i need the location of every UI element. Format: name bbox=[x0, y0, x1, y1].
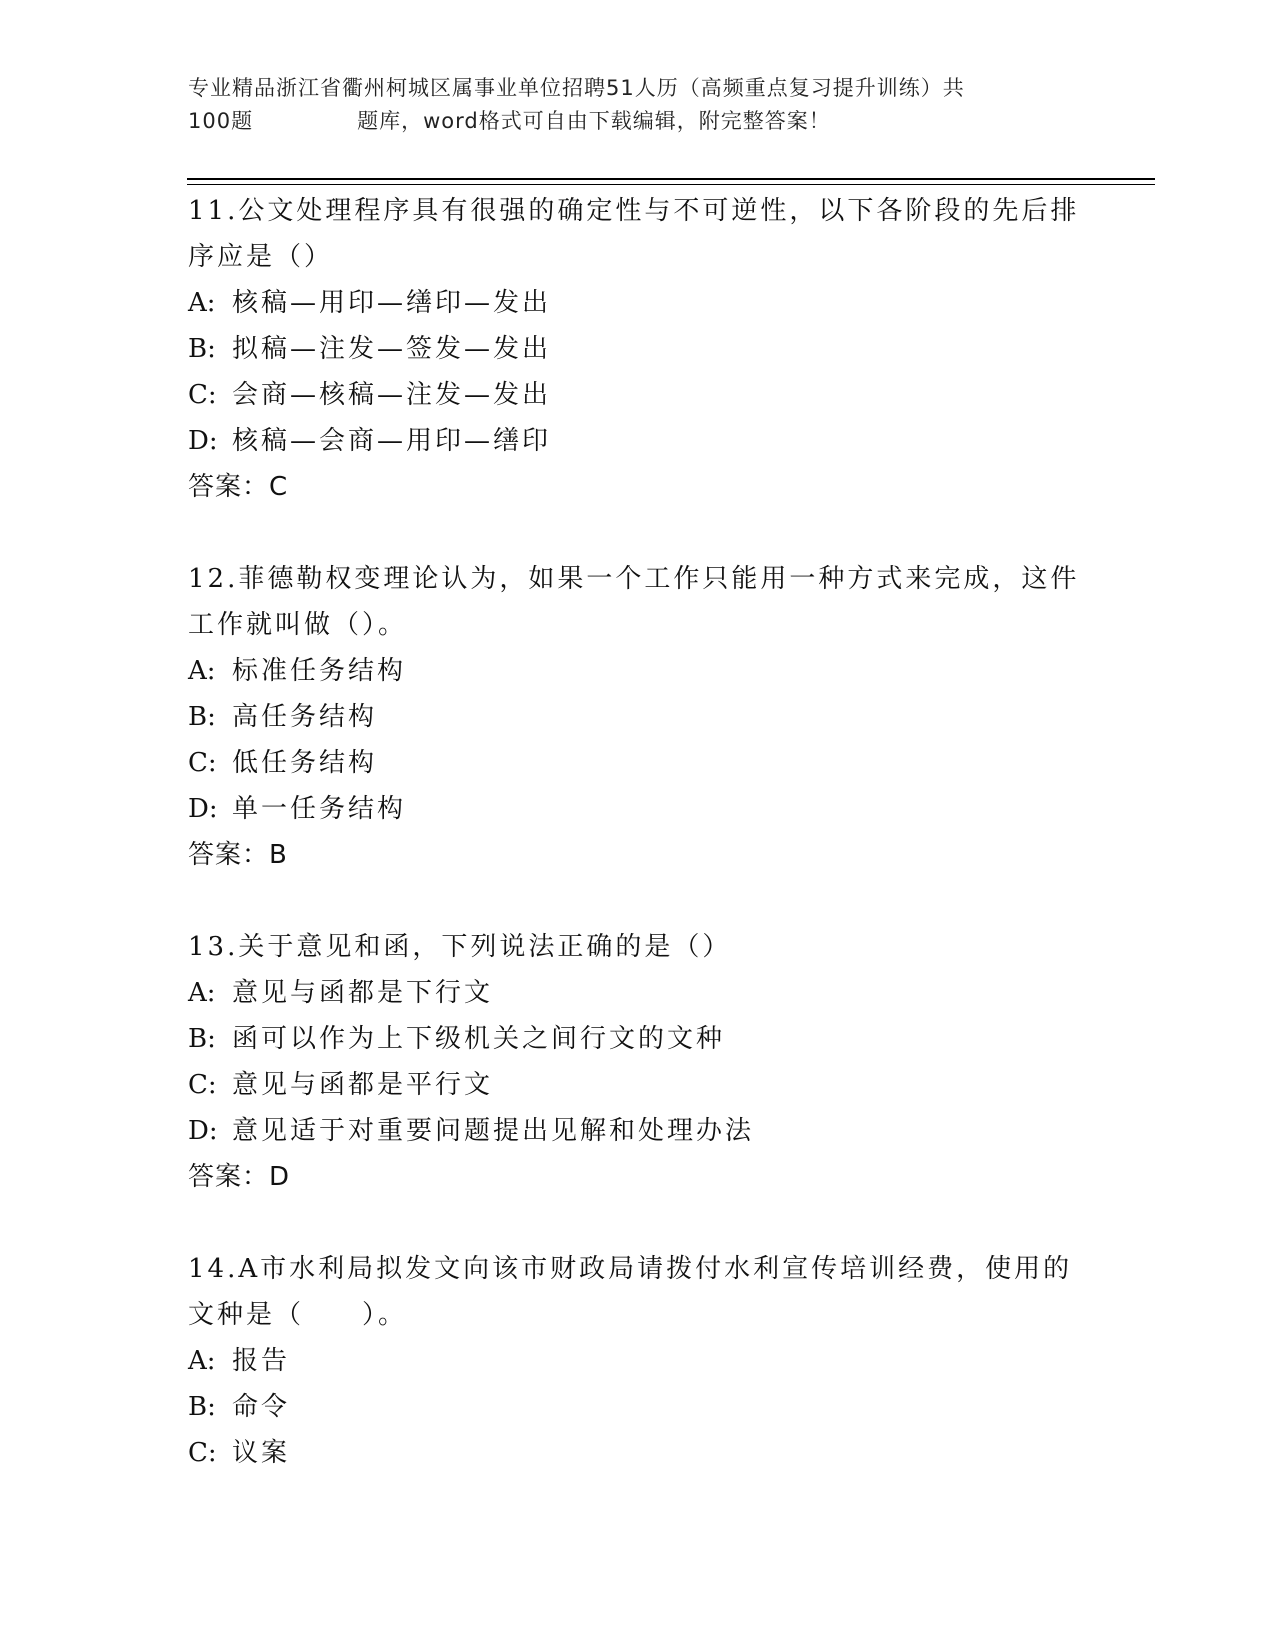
option-text: 会商—核稿—注发—发出 bbox=[232, 380, 552, 410]
option-c bbox=[188, 1062, 1088, 1108]
option-c bbox=[188, 372, 1088, 418]
option-b bbox=[188, 1384, 1088, 1430]
option-text: 意见与函都是平行文 bbox=[232, 1070, 494, 1100]
question-stem: 12.菲德勒权变理论认为，如果一个工作只能用一种方式来完成，这件工作就叫做（）。 bbox=[188, 564, 1080, 640]
header-title-line-2 bbox=[188, 105, 1088, 138]
option-d bbox=[188, 1108, 1088, 1154]
option-b bbox=[188, 326, 1088, 372]
question-stem: 11.公文处理程序具有很强的确定性与不可逆性，以下各阶段的先后排序应是（） bbox=[188, 196, 1080, 272]
option-text: 议案 bbox=[232, 1438, 291, 1468]
header-question-count: 100题 bbox=[188, 109, 254, 133]
option-key: C: bbox=[188, 1438, 217, 1468]
option-a bbox=[188, 970, 1088, 1016]
question-list bbox=[188, 188, 1088, 1522]
question-stem: 13.关于意见和函，下列说法正确的是（） bbox=[188, 932, 732, 962]
option-b bbox=[188, 1016, 1088, 1062]
option-key: D: bbox=[188, 794, 218, 824]
option-key: A: bbox=[188, 288, 216, 318]
header-divider-thick bbox=[187, 178, 1155, 180]
option-text: 命令 bbox=[232, 1392, 291, 1422]
question-14 bbox=[188, 1246, 1088, 1476]
option-key: C: bbox=[188, 380, 217, 410]
option-text: 单一任务结构 bbox=[232, 794, 407, 824]
option-text: 函可以作为上下级机关之间行文的文种 bbox=[232, 1024, 726, 1054]
page-header bbox=[188, 72, 1088, 138]
answer-line: 答案：B bbox=[188, 840, 288, 870]
option-d bbox=[188, 786, 1088, 832]
answer-line: 答案：C bbox=[188, 472, 289, 502]
option-key: B: bbox=[188, 1392, 216, 1422]
question-stem: 14.A市水利局拟发文向该市财政局请拨付水利宣传培训经费，使用的文种是（ ）。 bbox=[188, 1254, 1073, 1330]
option-c bbox=[188, 740, 1088, 786]
option-key: D: bbox=[188, 426, 218, 456]
option-a bbox=[188, 1338, 1088, 1384]
option-key: A: bbox=[188, 656, 216, 686]
option-text: 核稿—用印—缮印—发出 bbox=[232, 288, 552, 318]
option-key: B: bbox=[188, 1024, 216, 1054]
option-key: D: bbox=[188, 1116, 218, 1146]
option-key: B: bbox=[188, 334, 216, 364]
option-text: 意见适于对重要问题提出见解和处理办法 bbox=[232, 1116, 755, 1146]
question-11 bbox=[188, 188, 1088, 510]
option-key: A: bbox=[188, 978, 216, 1008]
option-text: 低任务结构 bbox=[232, 748, 378, 778]
option-a bbox=[188, 280, 1088, 326]
answer-line: 答案：D bbox=[188, 1162, 291, 1192]
question-12 bbox=[188, 556, 1088, 878]
option-key: C: bbox=[188, 1070, 217, 1100]
header-title-line-1: 专业精品浙江省衢州柯城区属事业单位招聘51人历（高频重点复习提升训练）共 bbox=[188, 76, 965, 100]
option-text: 拟稿—注发—签发—发出 bbox=[232, 334, 552, 364]
question-13 bbox=[188, 924, 1088, 1200]
option-text: 标准任务结构 bbox=[232, 656, 407, 686]
option-b bbox=[188, 694, 1088, 740]
header-subtitle: 题库，word格式可自由下载编辑，附完整答案！ bbox=[357, 109, 831, 133]
option-key: B: bbox=[188, 702, 216, 732]
option-d bbox=[188, 418, 1088, 464]
header-divider-thin bbox=[187, 184, 1155, 185]
option-text: 高任务结构 bbox=[232, 702, 378, 732]
option-a bbox=[188, 648, 1088, 694]
option-text: 报告 bbox=[232, 1346, 291, 1376]
option-c bbox=[188, 1430, 1088, 1476]
option-key: A: bbox=[188, 1346, 216, 1376]
option-key: C: bbox=[188, 748, 217, 778]
option-text: 核稿—会商—用印—缮印 bbox=[232, 426, 552, 456]
option-text: 意见与函都是下行文 bbox=[232, 978, 494, 1008]
